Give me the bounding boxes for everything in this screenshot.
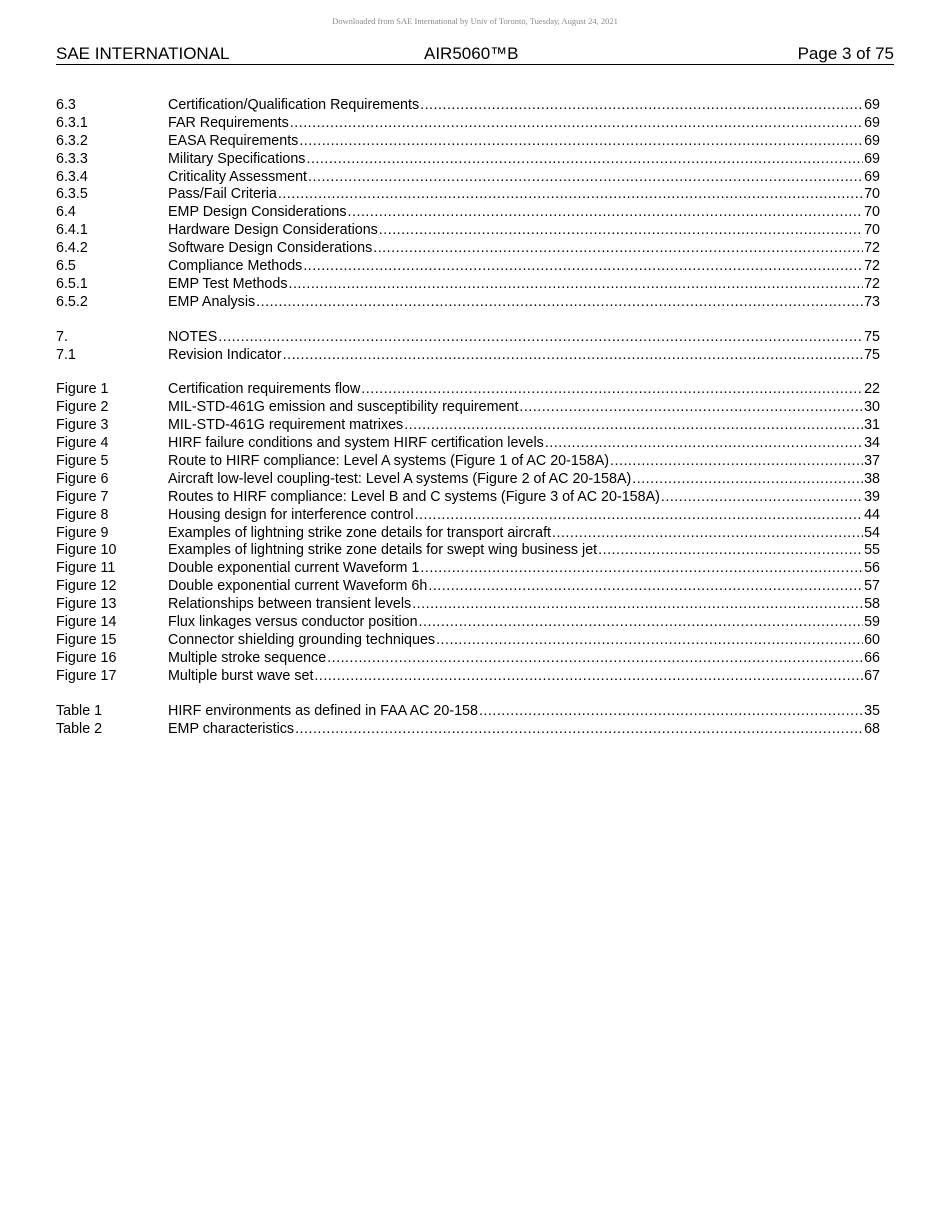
toc-entry-title: Hardware Design Considerations [168,222,378,239]
toc-entry-number: Figure 9 [56,524,109,541]
toc-entry-number: Table 1 [56,702,103,719]
toc-entry[interactable] [56,186,880,204]
toc-entry-number: Figure 2 [56,399,109,416]
toc-entry-page: 54 [864,524,880,541]
toc-entry-body [168,703,880,721]
toc-entry[interactable] [56,151,880,169]
toc-entry[interactable] [56,596,880,614]
toc-entry-body [168,560,880,578]
toc-entry-title: EASA Requirements [168,132,299,149]
toc-entry-page: 73 [864,293,880,310]
toc-entry[interactable] [56,507,880,525]
toc-entry-page: 58 [864,596,880,613]
toc-entry-page: 37 [864,453,880,470]
toc-entry-body [168,632,880,650]
toc-entry-title: Criticality Assessment [168,168,308,185]
toc-entry[interactable] [56,560,880,578]
toc-entry-title: EMP Analysis [168,293,256,310]
toc-entry-body [168,525,880,543]
toc-entry-body [168,650,880,668]
toc-entry-number: Figure 6 [56,470,109,487]
toc-entry-page: 57 [864,578,880,595]
toc-entry-title: EMP characteristics [168,720,295,737]
toc-entry-body [168,399,880,417]
toc-entry[interactable] [56,347,880,365]
toc-entry-page: 31 [864,417,880,434]
toc-entry-number: Figure 15 [56,631,117,648]
publisher-name: SAE INTERNATIONAL [56,44,230,63]
toc-entry-body [168,453,880,471]
toc-entry-title: HIRF failure conditions and system HIRF certification levels [168,435,544,452]
toc-entry-page: 44 [864,506,880,523]
toc-entry-number: Figure 14 [56,614,117,631]
toc-entry[interactable] [56,97,880,115]
toc-entry-body [168,222,880,240]
toc-entry-page: 35 [864,702,880,719]
toc-entry-number: 6.4.1 [56,222,88,239]
toc-entry[interactable] [56,703,880,721]
toc-dot-leader [632,471,863,489]
toc-entry-title: Military Specifications [168,150,306,167]
toc-entry[interactable] [56,222,880,240]
toc-entry[interactable] [56,614,880,632]
toc-dot-leader [314,668,863,686]
toc-dot-leader [420,97,863,115]
toc-dot-leader [308,169,863,187]
toc-entry-title: Revision Indicator [168,346,282,363]
toc-entry-body [168,240,880,258]
toc-entry-body [168,186,880,204]
toc-entry-number: Figure 3 [56,417,109,434]
toc-entry-title: Certification requirements flow [168,381,361,398]
toc-entry[interactable] [56,668,880,686]
toc-entry-title: EMP Design Considerations [168,204,347,221]
toc-entry-title: FAR Requirements [168,114,289,131]
toc-entry[interactable] [56,276,880,294]
toc-entry[interactable] [56,381,880,399]
toc-entry[interactable] [56,489,880,507]
toc-dot-leader [303,258,863,276]
toc-entry[interactable] [56,115,880,133]
toc-entry-title: Connector shielding grounding techniques [168,631,436,648]
toc-entry-title: NOTES [168,328,218,345]
toc-dot-leader [256,294,863,312]
toc-entry-number: 6.3.5 [56,186,88,203]
toc-entry-page: 55 [864,542,880,559]
page-number: Page 3 of 75 [797,44,894,63]
toc-dot-leader [436,632,863,650]
toc-entry-number: 6.3.2 [56,132,88,149]
toc-entry-title: Multiple burst wave set [168,667,314,684]
toc-entry-body [168,115,880,133]
toc-entry-page: 72 [864,275,880,292]
toc-entry[interactable] [56,453,880,471]
toc-entry[interactable] [56,578,880,596]
toc-dot-leader [290,115,863,133]
toc-entry-page: 69 [864,97,880,113]
toc-entry[interactable] [56,399,880,417]
toc-entry-body [168,276,880,294]
toc-entry-number: 6.5.1 [56,275,88,292]
toc-entry-body [168,347,880,365]
toc-entry[interactable] [56,258,880,276]
toc-entry[interactable] [56,721,880,739]
toc-dot-leader [428,578,863,596]
toc-entry-page: 69 [864,114,880,131]
toc-dot-leader [306,151,863,169]
toc-entry[interactable] [56,169,880,187]
toc-entry[interactable] [56,329,880,347]
toc-entry-page: 75 [864,346,880,363]
toc-entry-number: Figure 17 [56,667,117,684]
toc-dot-leader [379,222,863,240]
toc-entry-title: Double exponential current Waveform 6h [168,578,428,595]
toc-entry-body [168,668,880,686]
toc-entry-number: 7.1 [56,346,76,363]
toc-entry-number: Figure 11 [56,560,116,577]
toc-dot-leader [404,417,863,435]
toc-dot-leader [278,186,863,204]
toc-group [56,381,880,685]
toc-entry-body [168,381,880,399]
toc-entry-page: 70 [864,186,880,203]
toc-entry-body [168,614,880,632]
toc-entry-title: Examples of lightning strike zone details for swept wing business jet [168,542,598,559]
toc-entry[interactable] [56,542,880,560]
toc-entry-page: 75 [864,328,880,345]
toc-dot-leader [661,489,863,507]
toc-dot-leader [479,703,863,721]
toc-entry-number: Figure 7 [56,488,109,505]
toc-dot-leader [415,507,864,525]
toc-entry[interactable] [56,435,880,453]
toc-entry-title: Software Design Considerations [168,240,373,257]
toc-entry-body [168,169,880,187]
toc-dot-leader [419,614,864,632]
toc-entry-number: Figure 13 [56,596,117,613]
toc-entry-page: 60 [864,631,880,648]
toc-dot-leader [545,435,863,453]
toc-dot-leader [552,525,863,543]
toc-entry-title: Compliance Methods [168,258,303,275]
toc-entry-title: Double exponential current Waveform 1 [168,560,420,577]
toc-group [56,703,880,739]
toc-entry-body [168,97,880,115]
toc-entry[interactable] [56,240,880,258]
toc-entry-title: MIL-STD-461G requirement matrixes [168,417,404,434]
toc-entry-page: 70 [864,222,880,239]
toc-entry-number: Table 2 [56,720,103,737]
toc-entry-number: Figure 1 [56,381,109,398]
toc-dot-leader [295,721,863,739]
toc-entry-title: Examples of lightning strike zone details for transport aircraft [168,524,552,541]
toc-entry-title: Certification/Qualification Requirements [168,97,420,113]
toc-entry-number: 6.4 [56,204,76,221]
toc-entry-page: 34 [864,435,880,452]
toc-entry-number: 6.5 [56,258,76,275]
toc-entry-page: 68 [864,720,880,737]
toc-entry[interactable] [56,294,880,312]
toc-entry-page: 30 [864,399,880,416]
toc-entry-title: HIRF environments as defined in FAA AC 20-158 [168,702,478,719]
toc-entry-number: 7. [56,328,68,345]
toc-entry-body [168,133,880,151]
toc-entry-page: 72 [864,240,880,257]
toc-entry-page: 22 [864,381,880,398]
toc-entry-page: 70 [864,204,880,221]
toc-entry-number: Figure 5 [56,453,109,470]
toc-entry-number: Figure 8 [56,506,109,523]
toc-entry-body [168,507,880,525]
toc-entry-title: Route to HIRF compliance: Level A systems (Figure 1 of AC 20-158A) [168,453,610,470]
toc-dot-leader [327,650,863,668]
toc-entry-page: 56 [864,560,880,577]
toc-entry-title: Pass/Fail Criteria [168,186,277,203]
toc-dot-leader [283,347,863,365]
table-of-contents [56,97,880,738]
toc-entry-page: 66 [864,649,880,666]
toc-entry-title: Multiple stroke sequence [168,649,327,666]
toc-entry-page: 72 [864,258,880,275]
toc-dot-leader [348,204,864,222]
toc-entry-number: Figure 4 [56,435,109,452]
toc-group [56,97,880,312]
toc-group [56,329,880,365]
toc-entry-body [168,721,880,739]
toc-entry-body [168,417,880,435]
download-notice: Downloaded from SAE International by Univ of Toronto, Tuesday, August 24, 2021 [332,16,618,26]
toc-dot-leader [361,381,863,399]
toc-entry-title: Aircraft low-level coupling-test: Level A systems (Figure 2 of AC 20-158A) [168,470,632,487]
toc-entry[interactable] [56,204,880,222]
toc-entry[interactable] [56,525,880,543]
toc-entry-body [168,471,880,489]
toc-entry-body [168,329,880,347]
toc-entry-body [168,151,880,169]
toc-dot-leader [299,133,863,151]
toc-entry-body [168,294,880,312]
toc-entry-page: 69 [864,132,880,149]
toc-entry-title: Housing design for interference control [168,506,414,523]
page-header [56,44,894,65]
toc-dot-leader [218,329,863,347]
toc-dot-leader [412,596,863,614]
toc-entry-title: Relationships between transient levels [168,596,412,613]
toc-entry-title: MIL-STD-461G emission and susceptibility requirement [168,399,519,416]
toc-entry-number: Figure 10 [56,542,117,559]
toc-entry-number: 6.3.4 [56,168,88,185]
toc-entry-number: 6.3 [56,97,76,113]
toc-dot-leader [373,240,863,258]
toc-entry-number: 6.3.3 [56,150,88,167]
toc-entry[interactable] [56,471,880,489]
toc-entry-body [168,578,880,596]
toc-entry-number: 6.5.2 [56,293,88,310]
toc-entry-number: 6.4.2 [56,240,88,257]
toc-entry-body [168,204,880,222]
toc-entry[interactable] [56,632,880,650]
toc-entry-title: Flux linkages versus conductor position [168,614,418,631]
toc-entry-body [168,542,880,560]
toc-dot-leader [610,453,863,471]
toc-entry-page: 39 [864,488,880,505]
toc-entry-page: 59 [864,614,880,631]
toc-dot-leader [519,399,863,417]
toc-entry-page: 69 [864,168,880,185]
toc-entry-page: 69 [864,150,880,167]
toc-entry[interactable] [56,133,880,151]
toc-dot-leader [288,276,863,294]
toc-entry-body [168,596,880,614]
toc-entry-body [168,489,880,507]
toc-entry-title: Routes to HIRF compliance: Level B and C systems (Figure 3 of AC 20-158A) [168,488,660,505]
toc-entry-page: 38 [864,470,880,487]
toc-entry-number: Figure 16 [56,649,117,666]
toc-entry-number: 6.3.1 [56,114,88,131]
toc-entry-body [168,258,880,276]
toc-dot-leader [420,560,863,578]
toc-entry-page: 67 [864,667,880,684]
toc-dot-leader [598,542,863,560]
toc-entry[interactable] [56,417,880,435]
toc-entry[interactable] [56,650,880,668]
toc-entry-number: Figure 12 [56,578,117,595]
document-id: AIR5060™B [424,44,519,63]
toc-entry-title: EMP Test Methods [168,275,288,292]
toc-entry-body [168,435,880,453]
